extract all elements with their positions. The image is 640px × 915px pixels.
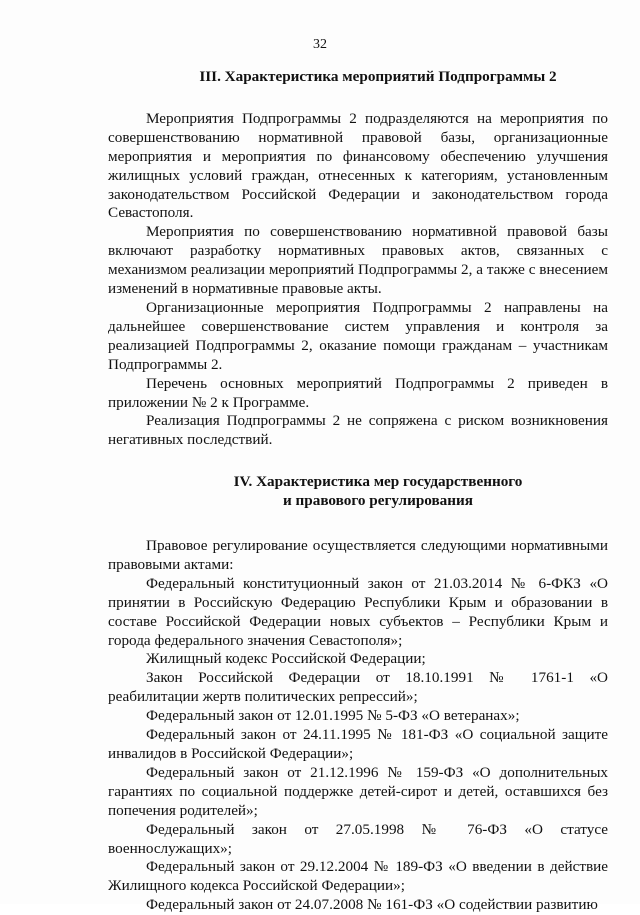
legal-act-item: Жилищный кодекс Российской Федерации;	[146, 650, 426, 668]
section-3-body	[108, 110, 608, 450]
section-4-heading-line2: и правового регулирования	[283, 492, 473, 510]
section-4-heading-line1: IV. Характеристика мер государственного	[233, 473, 523, 491]
paragraph: Мероприятия Подпрограммы 2 подразделяются на мероприятия по совершенствованию нормативной правовой базы, организационные мероприятия и мероприятия по финансовому обеспечению улучшения жилищных условий граждан, отнесенных к категориям, установленным законодательством Российской Федерации и законодательством города Севастополя.	[108, 109, 608, 222]
page-number: 32	[313, 37, 327, 52]
legal-act-item: Федеральный закон от 29.12.2004 № 189-ФЗ «О введении в действие Жилищного кодекса Российской Федерации»;	[108, 858, 608, 895]
section-4-intro: Правовое регулирование осуществляется следующими нормативными правовыми актами:	[108, 537, 608, 573]
legal-act-item: Федеральный закон от 12.01.1995 № 5-ФЗ «О ветеранах»;	[146, 707, 520, 725]
legal-act-item: Федеральный закон от 24.11.1995 № 181-ФЗ «О социальной защите инвалидов в Российской Федерации»;	[108, 726, 608, 762]
legal-act-item: Федеральный закон от 27.05.1998 № 76-ФЗ «О статусе военнослужащих»;	[108, 820, 608, 857]
paragraph: Реализация Подпрограммы 2 не сопряжена с риском возникновения негативных последствий.	[108, 412, 608, 449]
section-4-heading	[108, 473, 608, 511]
legal-act-item: Закон Российской Федерации от 18.10.1991 № 1761-1 «О реабилитации жертв политических репрессий»;	[108, 669, 608, 706]
paragraph: Мероприятия по совершенствованию нормативной правовой базы включают разработку нормативных правовых актов, связанных с механизмом реализации мероприятий Подпрограммы 2, а также с внесением изменений в нормативные правовые акты.	[108, 223, 608, 298]
paragraph: Перечень основных мероприятий Подпрограммы 2 приведен в приложении № 2 к Программе.	[108, 374, 608, 411]
section-3-heading: III. Характеристика мероприятий Подпрограммы 2	[199, 68, 557, 85]
section-4-body	[108, 537, 608, 915]
document-body	[108, 68, 608, 915]
legal-act-item: Федеральный закон от 24.07.2008 № 161-ФЗ «О содействии развитию	[146, 896, 598, 914]
legal-act-item: Федеральный закон от 21.12.1996 № 159-ФЗ «О дополнительных гарантиях по социальной поддержке детей-сирот и детей, оставшихся без попечения родителей»;	[108, 763, 608, 819]
paragraph: Организационные мероприятия Подпрограммы 2 направлены на дальнейшее совершенствование систем управления и контроля за реализацией Подпрограммы 2, оказание помощи гражданам – участникам Подпрограммы 2.	[108, 298, 608, 373]
legal-act-item: Федеральный конституционный закон от 21.03.2014 № 6-ФКЗ «О принятии в Российскую Федерацию Республики Крым и образовании в составе Российской Федерации новых субъектов – Республики Крым и города федерального значения Севастополя»;	[108, 574, 608, 649]
